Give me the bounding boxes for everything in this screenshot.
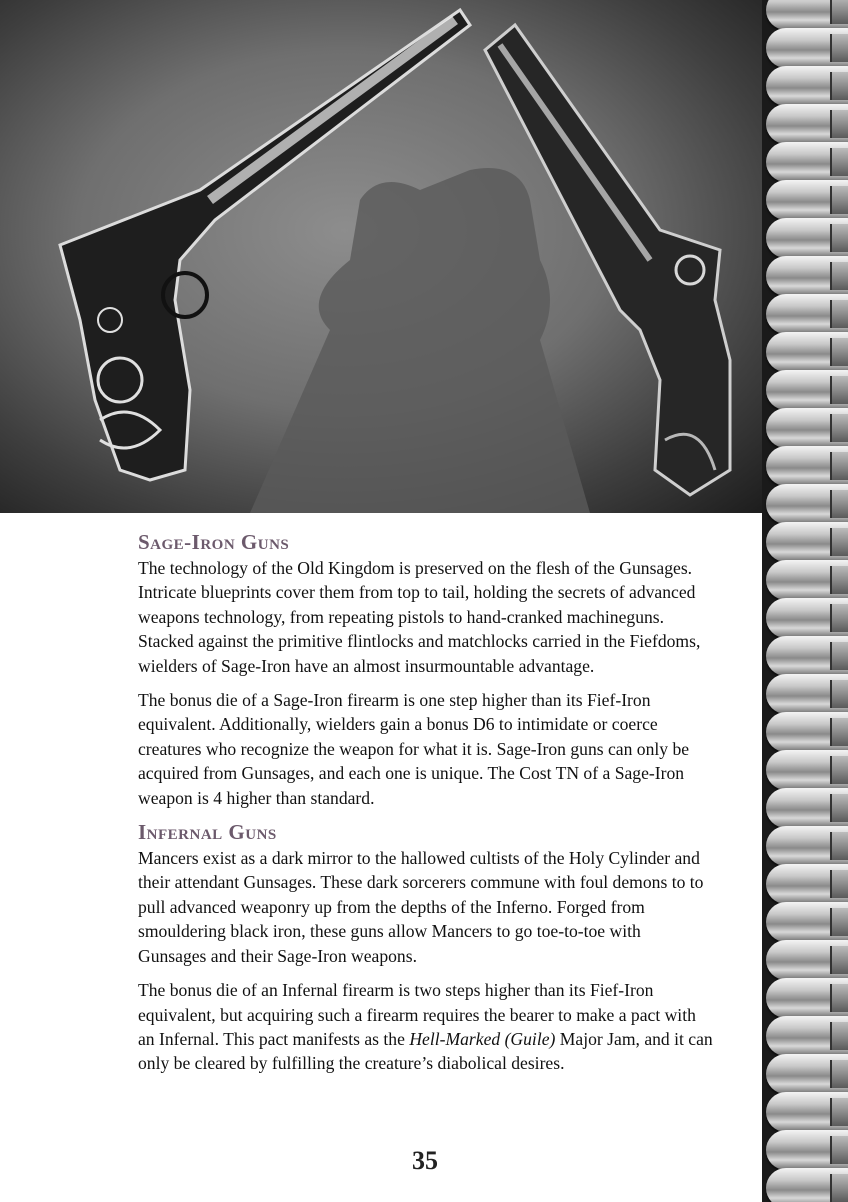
bullet [766,1016,848,1056]
bullet [766,902,848,942]
section-title-sage-iron: Sage-Iron Guns [138,530,290,554]
bullet [766,674,848,714]
paragraph: Mancers exist as a dark mirror to the hallowed cultists of the Holy Cylinder and their attendant Gunsages. These dark sorcerers commune with foul demons to to pull advanced weaponry up from the depths of the Inferno. Forged from smouldering black iron, these guns allow Mancers to go toe-to-toe with Gunsages and their Sage-Iron weapons. [138,848,704,966]
bullet [766,0,848,30]
bullet [766,636,848,676]
bullet [766,180,848,220]
bullet [766,864,848,904]
paragraph [138,978,713,1076]
bullet [766,370,848,410]
shadow-hand-gun-gesture [250,168,590,513]
hero-artwork [0,0,766,513]
bullet [766,560,848,600]
page-number: 35 [412,1146,438,1175]
paragraph-text: The bonus die of an Infernal firearm is two steps higher than its Fief-Iron equivalent, but acquiring such a firearm requires the bearer to make a pact with an Infernal. This pact manifests as the [138,980,696,1049]
bullet [766,826,848,866]
bullet [766,522,848,562]
bullet [766,940,848,980]
bullet [766,142,848,182]
bullet [766,1130,848,1170]
main-content [138,530,713,1086]
bullet [766,788,848,828]
hero-illustration [0,0,766,513]
bullet [766,104,848,144]
bullet [766,218,848,258]
bullet [766,256,848,296]
bullet [766,484,848,524]
bullet [766,598,848,638]
bullet [766,750,848,790]
section-title-infernal: Infernal Guns [138,820,277,845]
bullet [766,446,848,486]
jam-name: Hell-Marked (Guile) [409,1028,556,1049]
bullet [766,712,848,752]
paragraph: The bonus die of a Sage-Iron firearm is one step higher than its Fief-Iron equivalent. Additionally, wielders gain a bonus D6 to intimidate or coerce creatures who recognize the weapon for what it is. Sage-Iron guns can only be acquired from Gunsages, and each one is unique. The Cost TN of a Sage-Iron weapon is 4 higher than standard. [138,690,690,808]
bullet [766,1054,848,1094]
bullet [766,332,848,372]
bullet [766,408,848,448]
bullet [766,1092,848,1132]
bullet [766,66,848,106]
bullet-belt [762,0,848,1202]
bullet [766,294,848,334]
paragraph-text: Major Jam, and it can only be cleared by fulfilling the creature’s diabolical desires. [138,1028,713,1074]
paragraph: The technology of the Old Kingdom is preserved on the flesh of the Gunsages. Intricate blueprints cover them from top to tail, holding the secrets of advanced weapons technology, from repeating pistols to hand-cranked machineguns. Stacked against the primitive flintlocks and matchlocks carried in the Fiefdoms, wielders of Sage-Iron have an almost insurmountable advantage. [138,558,701,676]
bullet [766,978,848,1018]
bullet [766,28,848,68]
bullet [766,1168,848,1202]
